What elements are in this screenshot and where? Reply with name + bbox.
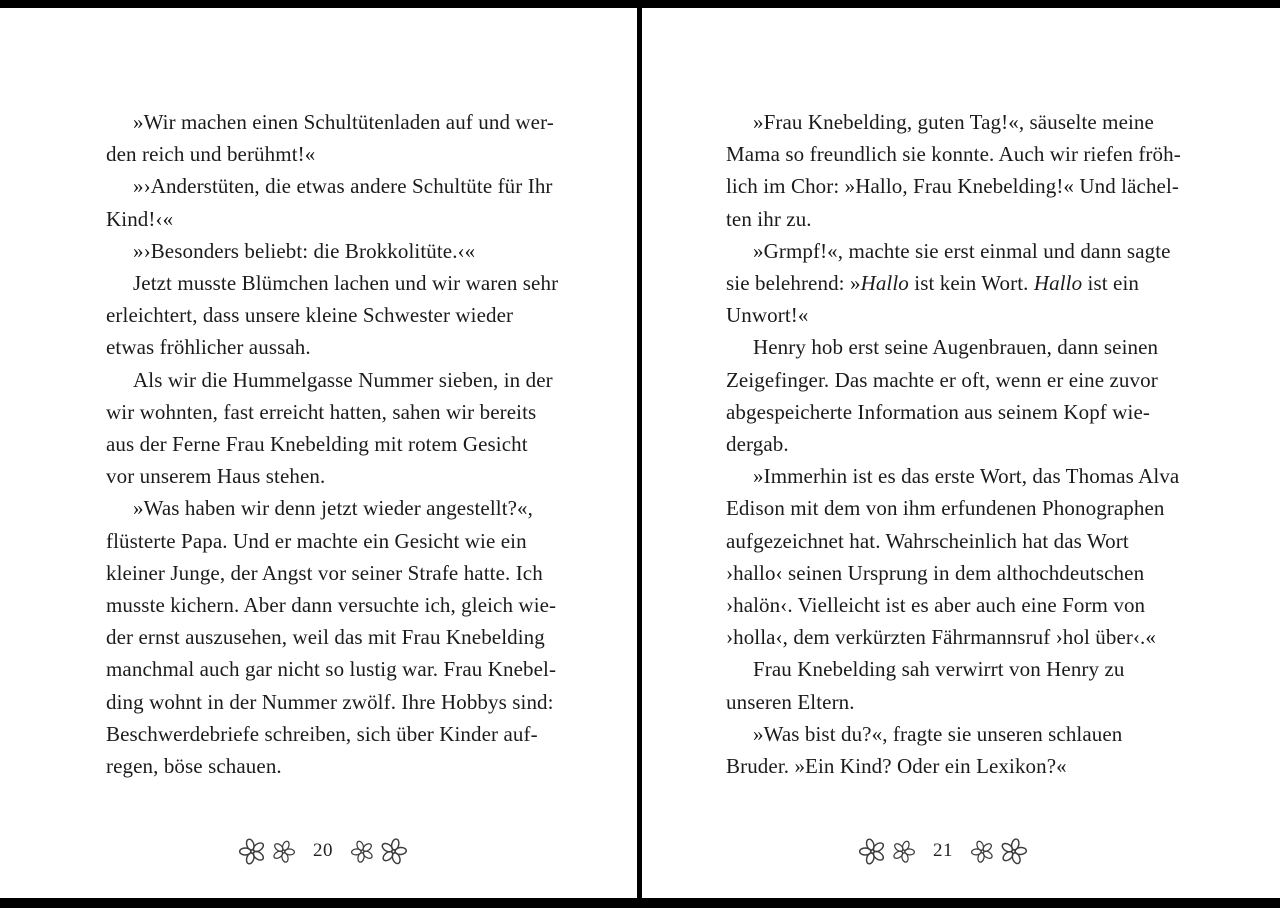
text-line: ten ihr zu. — [726, 206, 812, 231]
text-line: Henry hob erst seine Augenbrauen, dann seinen — [753, 335, 1159, 360]
text-line: »›Anderstüten, die etwas andere Schultüte für Ihr — [133, 174, 553, 199]
flower-ornament-right — [351, 838, 407, 865]
flower-icon — [968, 836, 998, 866]
text-line: etwas fröhlicher aussah. — [106, 335, 311, 360]
flower-icon — [377, 835, 410, 868]
page-number: 20 — [313, 840, 333, 861]
text-line: Mama so freundlich sie konnte. Auch wir riefen fröh- — [726, 142, 1181, 167]
text-line: ›hallo‹ seinen Ursprung in dem althochdeutschen — [726, 560, 1145, 585]
page-footer — [726, 834, 1160, 868]
text-line: kleiner Junge, der Angst vor seiner Strafe hatte. Ich — [106, 560, 543, 585]
text-line: »›Besonders beliebt: die Brokkolitüte.‹« — [133, 238, 476, 263]
flower-ornament-left — [239, 838, 295, 865]
text-line: unseren Eltern. — [726, 689, 855, 714]
text-line: den reich und berühmt!« — [106, 142, 316, 167]
text-line: ›halön‹. Vielleicht ist es aber auch eine Form von — [726, 593, 1146, 618]
text-line: ›holla‹, dem verkürzten Fährmannsruf ›hol über‹.« — [726, 625, 1157, 650]
flower-ornament-left — [859, 838, 915, 865]
text-line: Zeigefinger. Das machte er oft, wenn er eine zuvor — [726, 367, 1158, 392]
text-line: Jetzt musste Blümchen lachen und wir waren sehr — [133, 271, 559, 296]
page-number: 21 — [933, 840, 953, 861]
flower-icon — [235, 834, 269, 868]
text-line: erleichtert, dass unsere kleine Schwester wieder — [106, 303, 514, 328]
flower-icon — [889, 836, 919, 866]
text-line: dergab. — [726, 432, 789, 457]
flower-icon — [348, 836, 378, 866]
page-footer — [106, 834, 540, 868]
text-line: Kind!‹« — [106, 206, 174, 231]
text-line: »Wir machen einen Schultütenladen auf und wer- — [133, 110, 554, 134]
text-line: regen, böse schauen. — [106, 754, 282, 779]
text-line: Edison mit dem von ihm erfundenen Phonographen — [726, 496, 1165, 521]
text-line: aufgezeichnet hat. Wahrscheinlich hat das Wort — [726, 528, 1129, 553]
text-line: wir wohnten, fast erreicht hatten, sahen wir bereits — [106, 399, 537, 424]
text-line: »Frau Knebelding, guten Tag!«, säuselte meine — [753, 110, 1154, 134]
text-line: musste kichern. Aber dann versuchte ich, gleich wie- — [106, 593, 557, 618]
flower-ornament-right — [971, 838, 1027, 865]
text-line: Unwort!« — [726, 303, 809, 328]
text-line: aus der Ferne Frau Knebelding mit rotem Gesicht — [106, 432, 528, 457]
text-line: Frau Knebelding sah verwirrt von Henry zu — [753, 657, 1125, 682]
text-line: Bruder. »Ein Kind? Oder ein Lexikon?« — [726, 754, 1067, 779]
flower-icon — [997, 835, 1030, 868]
page-text-block — [726, 106, 1181, 782]
text-line: der ernst auszusehen, weil das mit Frau Knebelding — [106, 625, 545, 650]
page-text-block — [106, 106, 559, 782]
flower-icon — [269, 836, 299, 866]
book-page-left — [0, 8, 637, 898]
book-page-right — [642, 8, 1280, 898]
text-line: lich im Chor: »Hallo, Frau Knebelding!« Und lächel- — [726, 174, 1180, 199]
text-line: vor unserem Haus stehen. — [106, 464, 326, 489]
text-line: sie belehrend: »Hallo ist kein Wort. Hallo ist ein — [726, 271, 1139, 296]
text-line: »Immerhin ist es das erste Wort, das Thomas Alva — [753, 464, 1180, 489]
text-line: »Was haben wir denn jetzt wieder angestellt?«, — [133, 496, 534, 521]
text-line: abgespeicherte Information aus seinem Kopf wie- — [726, 399, 1150, 424]
text-line: flüsterte Papa. Und er machte ein Gesicht wie ein — [106, 528, 527, 553]
text-line: ding wohnt in der Nummer zwölf. Ihre Hobbys sind: — [106, 689, 554, 714]
text-line: »Was bist du?«, fragte sie unseren schlauen — [753, 721, 1123, 746]
text-line: »Grmpf!«, machte sie erst einmal und dann sagte — [753, 238, 1171, 263]
text-line: Als wir die Hummelgasse Nummer sieben, in der — [133, 367, 553, 392]
flower-icon — [855, 834, 889, 868]
text-line: Beschwerdebriefe schreiben, sich über Kinder auf- — [106, 721, 538, 746]
text-line: manchmal auch gar nicht so lustig war. Frau Knebel- — [106, 657, 557, 682]
